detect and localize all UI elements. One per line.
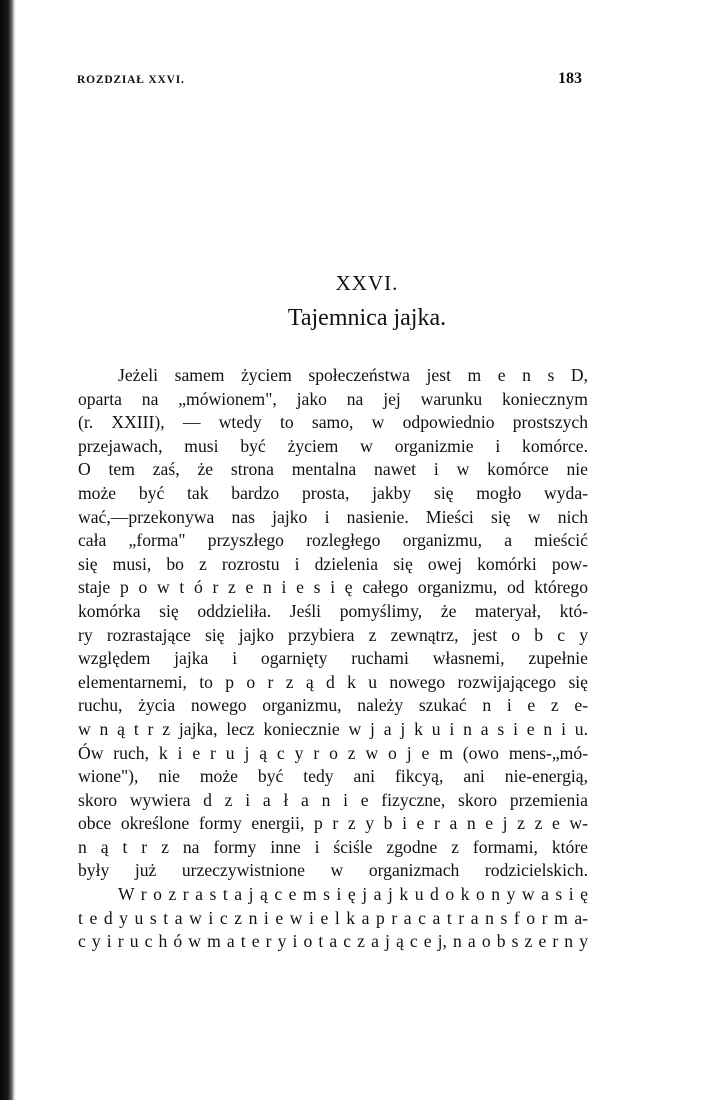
text-line: obce określone formy energii, p r z y b i e r a n e j z z e w- — [78, 813, 588, 834]
text-line: przejawach, musi być życiem w organizmie i komórce. — [78, 435, 588, 456]
text-line: c y i r u c h ó w m a t e r y i o t a c z a j ą c e j, n a o b s z e r n y — [78, 931, 588, 952]
chapter-number: XXVI. — [335, 271, 399, 295]
text-line: Jeżeli samem życiem społeczeństwa jest m e n s D, — [118, 365, 588, 385]
text-line: wać,—przekonywa nas jajko i nasienie. Mieści się w nich — [78, 506, 588, 527]
text-line: wione"), nie może być tedy ani fikcyą, ani nie-energią, — [78, 766, 588, 787]
text-line: skoro wywiera d z i a ł a n i e fizyczne, skoro przemienia — [78, 789, 588, 810]
text-line: Ów ruch, k i e r u j ą c y r o z w o j e m (owo mens-„mó- — [78, 742, 588, 763]
chapter-title: Tajemnica jajka. — [287, 305, 447, 331]
running-head-chapter: ROZDZIAŁ XXVI. — [77, 74, 185, 86]
text-line: były już urzeczywistnione w organizmach rodzicielskich. — [78, 860, 588, 881]
text-line: elementarnemi, to p o r z ą d k u nowego rozwijającego się — [78, 671, 588, 692]
running-head — [77, 70, 582, 92]
text-line: W r o z r a s t a j ą c e m s i ę j a j k u d o k o n y w a s i ę — [118, 884, 588, 905]
text-line: komórka się oddzieliła. Jeśli pomyślimy, że materyał, któ- — [78, 600, 588, 621]
book-spine-shadow — [0, 0, 16, 1100]
text-line: oparta na „mówionem", jako na jej warunku koniecznym — [78, 388, 588, 409]
text-line: ruchu, życia nowego organizmu, należy szukać n i e z e- — [78, 695, 588, 716]
text-line: O tem zaś, że strona mentalna nawet i w komórce nie — [78, 459, 588, 480]
text-line: ry rozrastające się jajko przybiera z zewnątrz, jest o b c y — [78, 624, 588, 645]
text-line: może być tak bardzo prosta, jakby się mogło wyda- — [78, 482, 588, 503]
body-paragraphs — [78, 364, 588, 954]
page-number: 183 — [558, 70, 582, 87]
text-line: względem jajka i ogarnięty ruchami własnemi, zupełnie — [78, 648, 588, 669]
text-line: n ą t r z na formy inne i ściśle zgodne z formami, które — [78, 836, 588, 857]
text-line: (r. XXIII), — wtedy to samo, w odpowiednio prostszych — [78, 412, 588, 433]
text-line: cała „forma" przyszłego rozległego organizmu, a mieścić — [78, 530, 588, 551]
text-line: t e d y u s t a w i c z n i e w i e l k a p r a c a t r a n s f o r m a- — [78, 907, 588, 928]
text-line: w n ą t r z jajka, lecz koniecznie w j a j k u i n a s i e n i u. — [78, 718, 588, 739]
text-line: staje p o w t ó r z e n i e s i ę całego organizmu, od którego — [78, 577, 588, 598]
text-line: się musi, bo z rozrostu i dzielenia się owej komórki pow- — [78, 553, 588, 574]
